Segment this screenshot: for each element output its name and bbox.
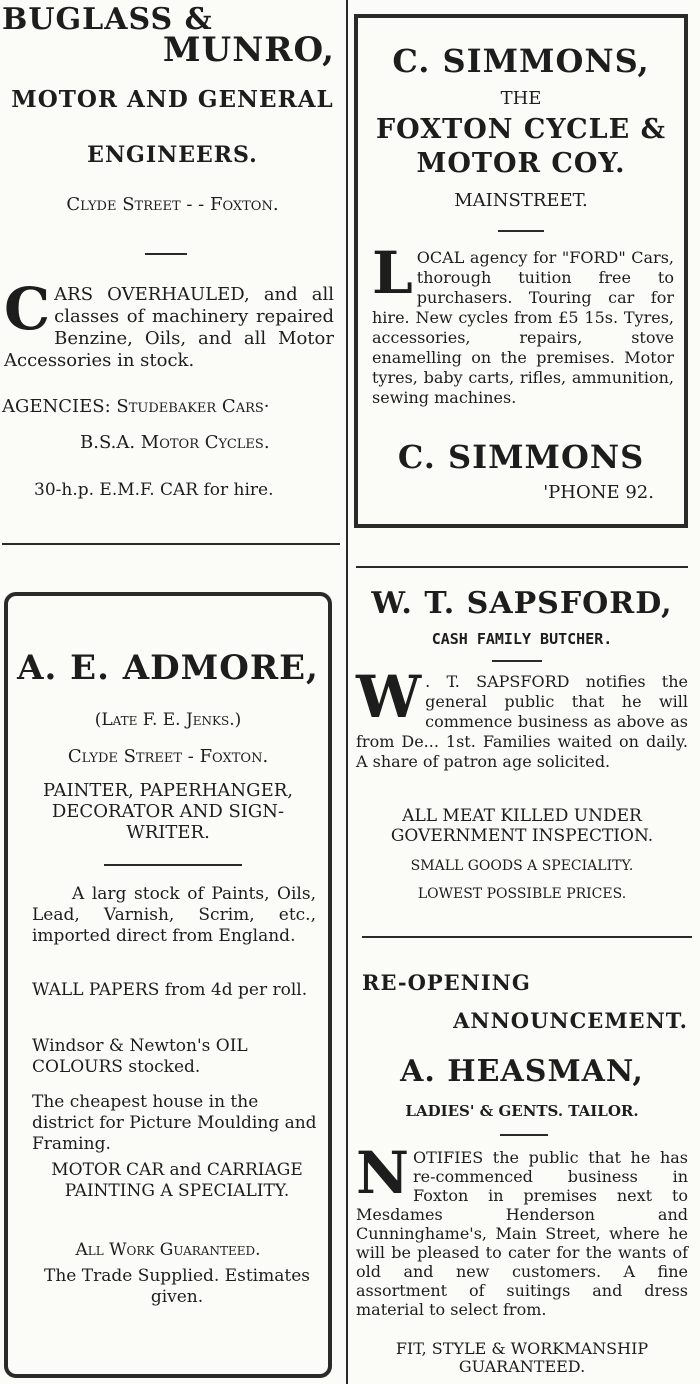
ad-body [356, 663, 688, 772]
ad-name: C. SIMMONS, [392, 42, 650, 80]
ad-reopening: RE-OPENING [362, 970, 531, 995]
drop-cap: W [356, 663, 422, 731]
drop-cap: C [4, 275, 51, 343]
ad-stock: A larg stock of Paints, Oils, Lead, Varnish, Scrim, etc., imported direct from England. [32, 884, 316, 946]
ad-subtitle-1: MOTOR AND GENERAL [11, 86, 334, 113]
ad-admore [4, 592, 332, 1378]
ad-small-goods: SMALL GOODS A SPECIALITY. [410, 858, 634, 874]
ad-late: (Late F. E. Jenks.) [94, 710, 242, 730]
ad-sapsford [352, 580, 692, 920]
ad-name: W. T. SAPSFORD, [371, 586, 673, 621]
ad-heasman [352, 962, 692, 1384]
divider [492, 660, 542, 662]
ad-sub: CASH FAMILY BUTCHER. [431, 630, 613, 648]
ad-company-2: MOTOR COY. [416, 148, 626, 179]
ad-announcement: ANNOUNCEMENT. [453, 1008, 688, 1033]
divider [145, 253, 187, 255]
ad-trade-supplied: The Trade Supplied. Estimates given. [44, 1266, 310, 1307]
ad-work: All Work Guaranteed. [75, 1240, 261, 1260]
ad-agencies: AGENCIES: Studebaker Cars· [2, 396, 270, 417]
ad-cheapest: The cheapest house in the district for Picture Moulding and Framing. [32, 1092, 317, 1154]
ad-windsor: Windsor & Newton's OIL COLOURS stocked. [32, 1036, 248, 1077]
ad-hire: 30-h.p. E.M.F. CAR for hire. [34, 480, 274, 500]
divider [500, 1134, 548, 1136]
ad-name-2: C. SIMMONS [397, 438, 645, 476]
ad-agencies-2: B.S.A. Motor Cycles. [80, 432, 270, 453]
horizontal-rule [362, 936, 692, 938]
ad-body [372, 239, 674, 408]
ad-address: Clyde Street - - Foxton. [66, 194, 279, 215]
divider [104, 864, 242, 866]
drop-cap: L [372, 239, 413, 307]
ad-body-text: ARS OVERHAULED, and all classes of machinery repaired Benzine, Oils, and all Motor Accessories in stock. [4, 284, 334, 371]
ad-lowest: LOWEST POSSIBLE PRICES. [417, 886, 627, 902]
ad-street: MAINSTREET. [454, 190, 588, 211]
ad-company-1: FOXTON CYCLE & [376, 114, 666, 145]
ad-name-line2: MUNRO, [162, 30, 335, 70]
ad-meat: ALL MEAT KILLED UNDER GOVERNMENT INSPECTION. [390, 806, 654, 846]
ad-body [356, 1139, 688, 1319]
ad-name-line1: BUGLASS & [2, 2, 213, 37]
ad-motor: MOTOR CAR and CARRIAGE PAINTING A SPECIALITY. [51, 1160, 303, 1201]
drop-cap: N [356, 1139, 410, 1207]
ad-body-text: OCAL agency for "FORD" Cars, thorough tuition free to purchasers. Touring car for hire. New cycles from £5 15s. Tyres, accessories, repairs, stove enamelling on the premises. Motor tyres, baby carts, rifles, ammunition, sewing machines. [372, 248, 674, 407]
divider [498, 230, 544, 232]
ad-body-text: OTIFIES the public that he has re-commenced business in Foxton in premises next to Mesdames Henderson and Cunninghame's, Main Street, where he will be pleased to cater for the wants of old and new customers. A fine assortment of suitings and dress material to select from. [356, 1148, 688, 1319]
ad-phone: 'PHONE 92. [543, 482, 654, 503]
column-divider [346, 0, 348, 1384]
ad-body-text: . T. SAPSFORD notifies the general public that he will commence business as above as from De... 1st. Families waited on daily. A share of patron age solicited. [356, 672, 688, 771]
ad-name: A. HEASMAN, [400, 1054, 644, 1089]
horizontal-rule [356, 566, 688, 568]
ad-name: A. E. ADMORE, [17, 648, 319, 688]
ad-buglass-munro [0, 0, 345, 540]
ad-the: THE [500, 88, 542, 109]
horizontal-rule [2, 543, 340, 545]
ad-simmons [354, 14, 688, 528]
ad-sub: LADIES' & GENTS. TAILOR. [405, 1102, 639, 1120]
ad-fit: FIT, STYLE & WORKMANSHIP GUARANTEED. [395, 1339, 649, 1376]
ad-wallpapers: WALL PAPERS from 4d per roll. [32, 980, 308, 1000]
ad-subtitle-2: ENGINEERS. [87, 142, 258, 168]
ad-body [4, 275, 334, 372]
ad-trade: PAINTER, PAPERHANGER, DECORATOR AND SIGN-WRITER. [43, 780, 293, 843]
ad-address: Clyde Street - Foxton. [67, 746, 269, 767]
